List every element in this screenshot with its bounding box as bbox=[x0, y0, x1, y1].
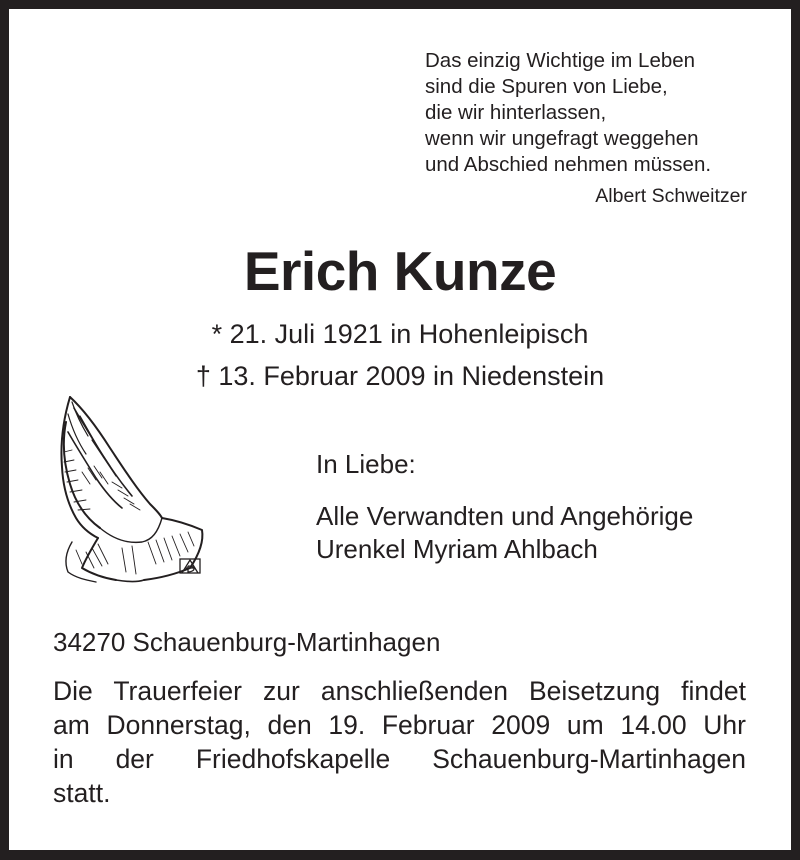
notice-line: am Donnerstag, den 19. Februar 2009 um 14.00 Uhr bbox=[53, 710, 746, 740]
address: 34270 Schauenburg-Martinhagen bbox=[53, 627, 441, 657]
birth-date: * 21. Juli 1921 in Hohenleipisch bbox=[211, 319, 589, 349]
life-dates bbox=[0, 313, 800, 397]
praying-hands-icon bbox=[52, 392, 210, 592]
mourner-name: Urenkel Myriam Ahlbach bbox=[316, 534, 598, 564]
quote-author: Albert Schweitzer bbox=[595, 185, 747, 207]
deceased-name: Erich Kunze bbox=[243, 240, 557, 302]
mourners-block bbox=[316, 448, 693, 566]
mourner-name: Alle Verwandten und Angehörige bbox=[316, 501, 694, 531]
quote-line: die wir hinterlassen, bbox=[425, 101, 607, 124]
quote-block bbox=[425, 48, 750, 209]
mourners-intro: In Liebe: bbox=[316, 449, 416, 479]
death-date: † 13. Februar 2009 in Niedenstein bbox=[195, 361, 605, 391]
notice-line: in der Friedhofskapelle Schauenburg-Martinhagen bbox=[53, 744, 746, 774]
quote-line: Das einzig Wichtige im Leben bbox=[425, 49, 696, 72]
funeral-notice bbox=[53, 674, 746, 810]
notice-line: statt. bbox=[53, 778, 111, 808]
quote-line: und Abschied nehmen müssen. bbox=[425, 153, 712, 176]
quote-line: wenn wir ungefragt weggehen bbox=[425, 127, 699, 150]
notice-line: Die Trauerfeier zur anschließenden Beisetzung findet bbox=[53, 676, 746, 706]
quote-line: sind die Spuren von Liebe, bbox=[425, 75, 668, 98]
